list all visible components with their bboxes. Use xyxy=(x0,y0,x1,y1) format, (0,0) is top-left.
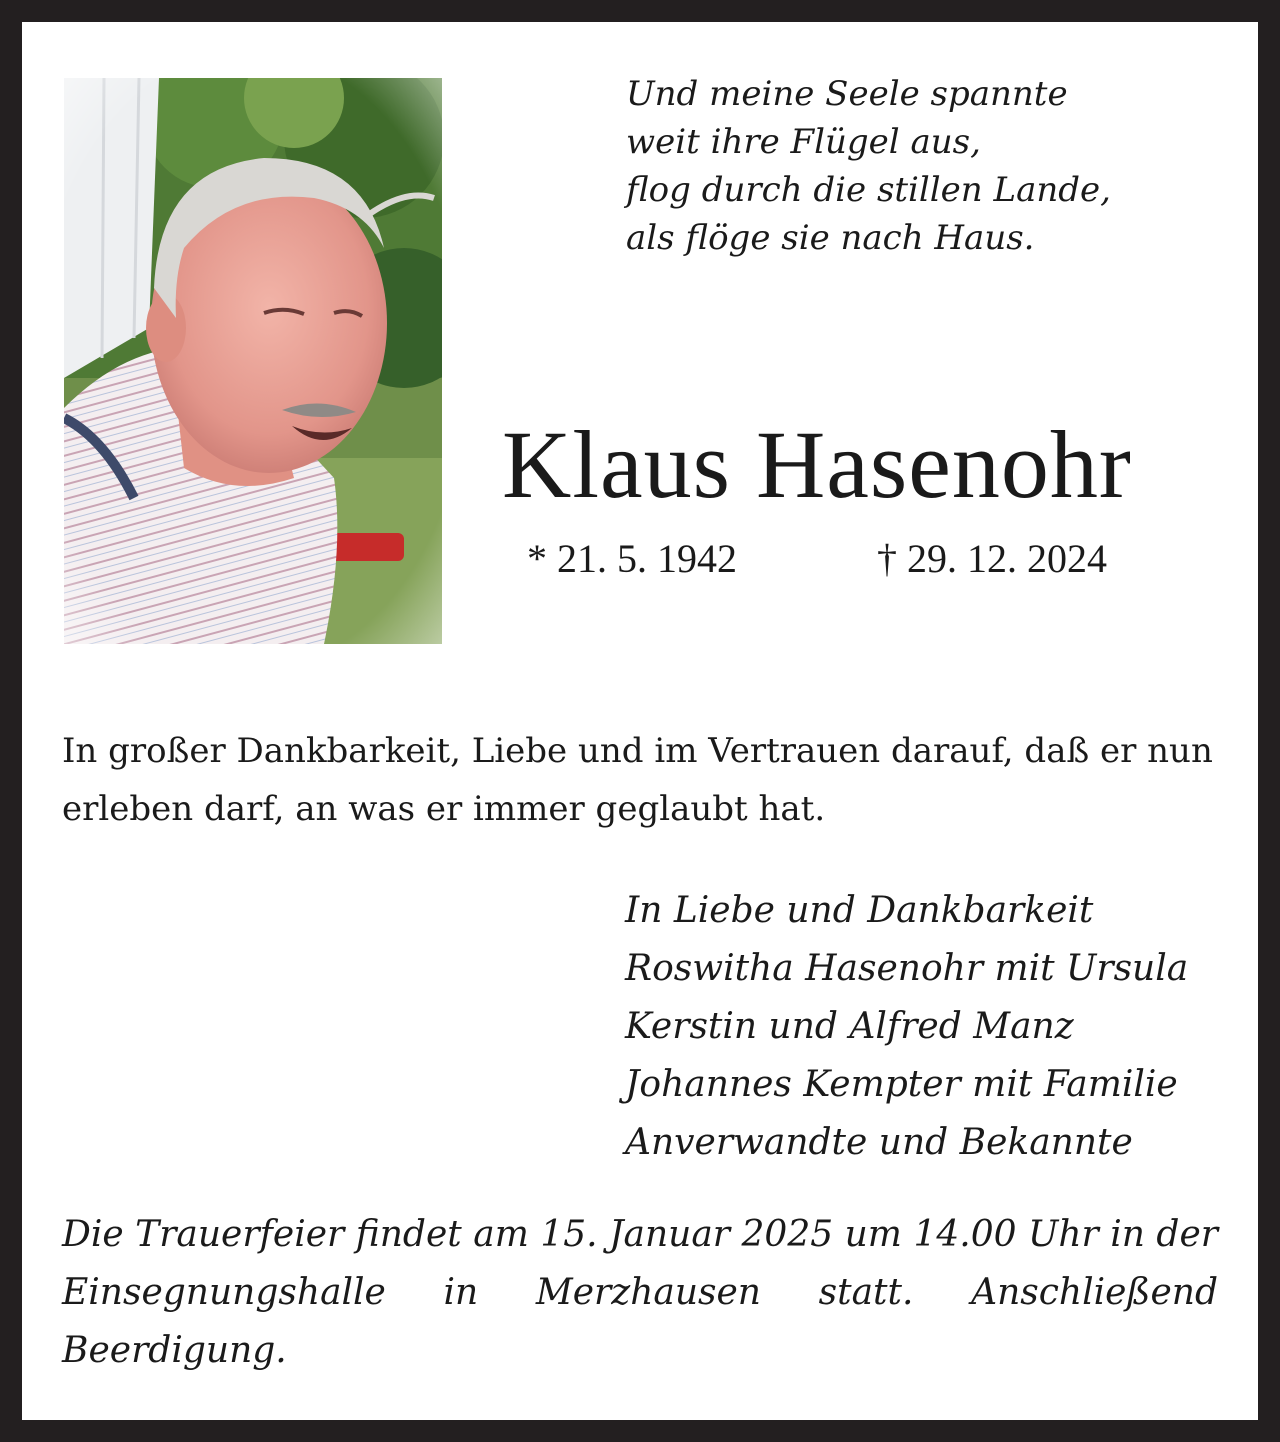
obituary-card xyxy=(22,22,1258,1420)
funeral-service-notice: Die Trauerfeier findet am 15. Januar 2025 um 14.00 Uhr in der Einsegnungshalle in Merzhausen statt. Anschließend Beerdigung. xyxy=(62,1214,1218,1371)
poem-line: weit ihre Flügel aus, xyxy=(626,122,981,162)
thanks-paragraph: In großer Dankbarkeit, Liebe und im Vertrauen darauf, daß er nun erleben darf, an was er immer geglaubt hat. xyxy=(62,731,1213,829)
family-line: Roswitha Hasenohr mit Ursula xyxy=(625,948,1189,989)
poem-line: flog durch die stillen Lande, xyxy=(626,170,1111,210)
poem-line: als flöge sie nach Haus. xyxy=(626,218,1035,258)
poem-line: Und meine Seele spannte xyxy=(626,74,1068,114)
poem-verse xyxy=(626,70,1111,262)
family-line: Johannes Kempter mit Familie xyxy=(625,1064,1178,1105)
death-date: † 29. 12. 2024 xyxy=(877,536,1107,581)
portrait-photo xyxy=(64,78,442,644)
family-line: Kerstin und Alfred Manz xyxy=(625,1006,1074,1047)
birth-date: * 21. 5. 1942 xyxy=(527,536,737,581)
family-signature xyxy=(625,882,1188,1172)
deceased-name: Klaus Hasenohr xyxy=(502,411,1132,518)
family-line: Anverwandte und Bekannte xyxy=(625,1122,1133,1163)
family-line: In Liebe und Dankbarkeit xyxy=(625,890,1094,931)
